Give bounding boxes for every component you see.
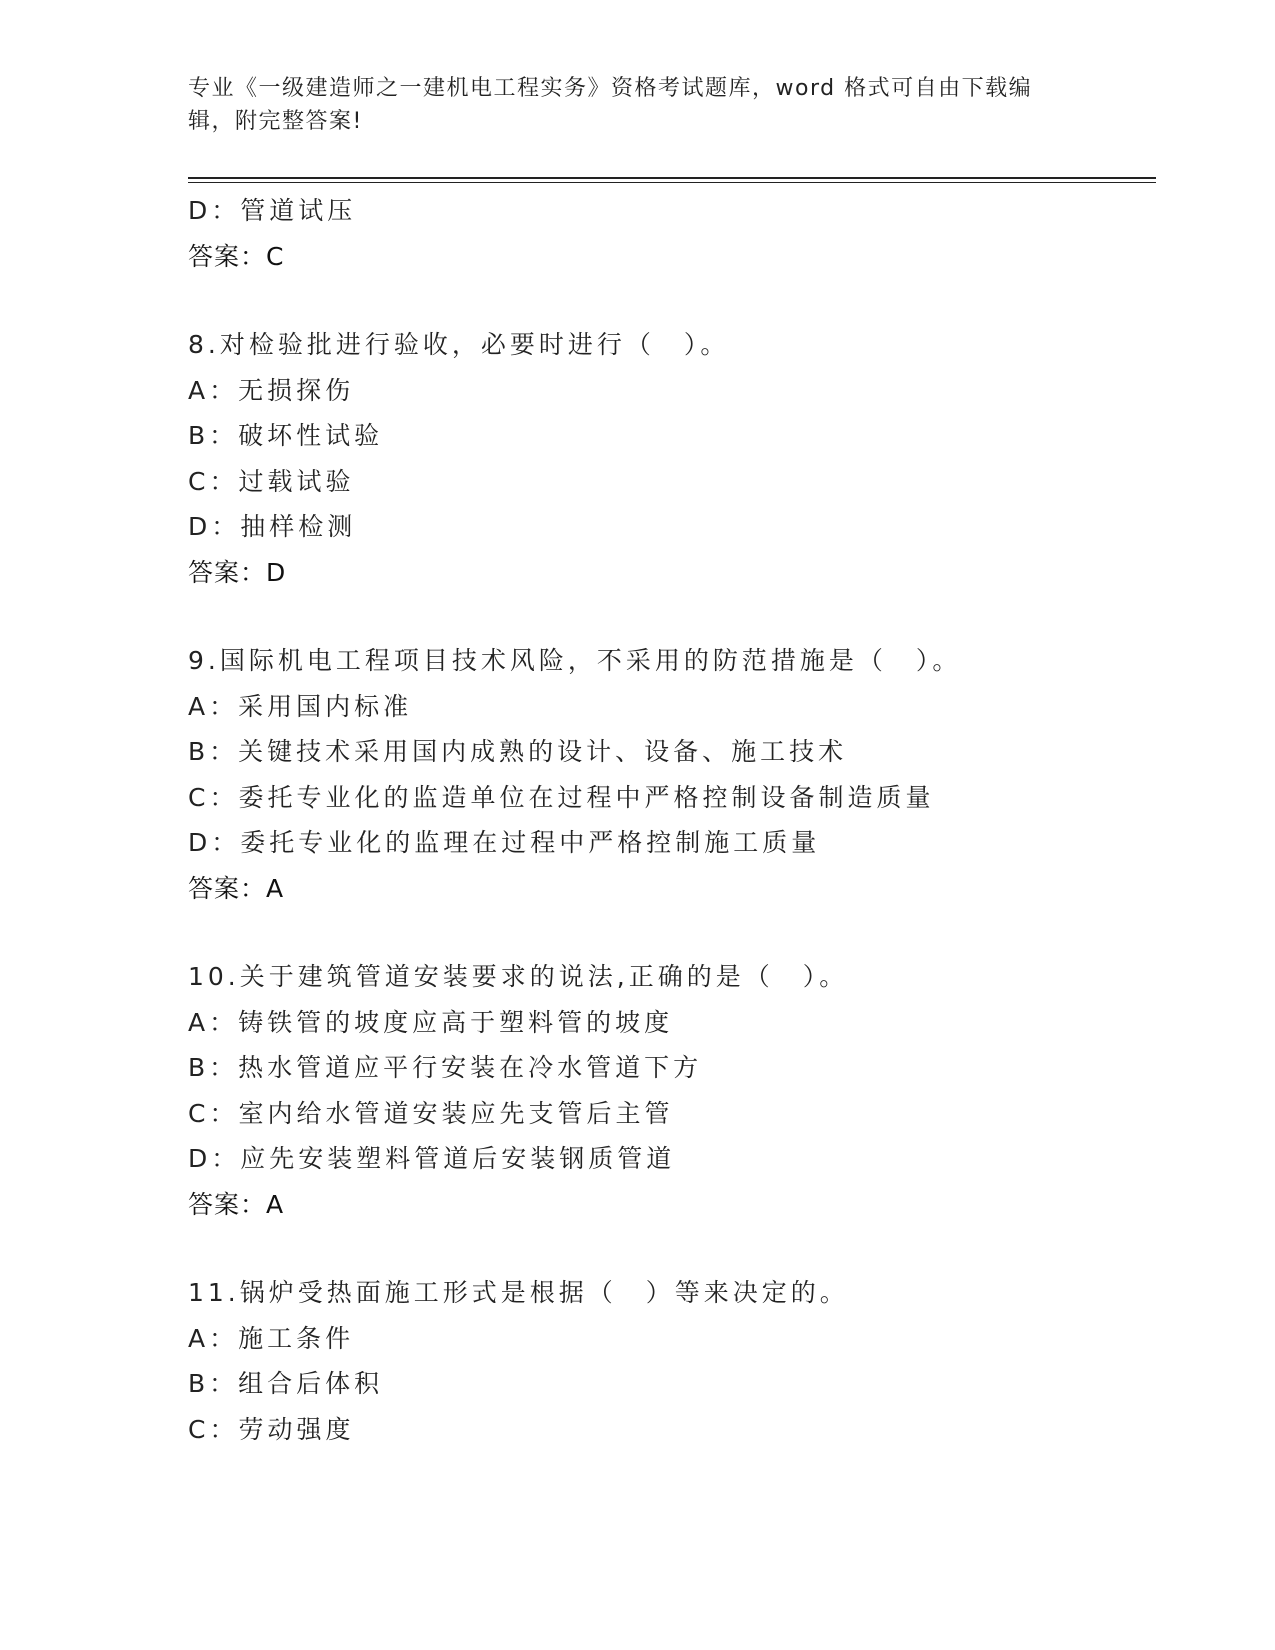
header-divider-thin (188, 182, 1156, 183)
option-c: C：劳动强度 (188, 1414, 355, 1444)
question-block-10 (188, 954, 1156, 1227)
option-a: A：无损探伤 (188, 375, 355, 405)
question-content (188, 188, 1156, 1452)
header-line-2: 辑，附完整答案! (188, 109, 363, 134)
header-line-1: 专业《一级建造师之一建机电工程实务》资格考试题库，word 格式可自由下载编 (188, 76, 1033, 101)
answer-line: 答案：D (188, 557, 287, 587)
option-b: B：热水管道应平行安装在冷水管道下方 (188, 1053, 703, 1082)
answer-line: 答案：C (188, 241, 285, 271)
option-d: D：抽样检测 (188, 512, 357, 541)
option-a: A：铸铁管的坡度应高于塑料管的坡度 (188, 1007, 674, 1037)
question-stem: 8.对检验批进行验收，必要时进行（ ）。 (188, 330, 730, 359)
option-d: D：管道试压 (188, 196, 357, 225)
spacer (188, 279, 1156, 322)
header-divider-thick (188, 177, 1156, 179)
option-a: A：施工条件 (188, 1323, 355, 1353)
spacer (188, 911, 1156, 954)
question-block-11 (188, 1270, 1156, 1452)
spacer (188, 595, 1156, 638)
spacer (188, 1227, 1156, 1270)
question-block-8 (188, 322, 1156, 595)
question-stem: 11.锅炉受热面施工形式是根据（ ）等来决定的。 (188, 1278, 849, 1307)
option-c: C：室内给水管道安装应先支管后主管 (188, 1098, 674, 1128)
option-c: C：委托专业化的监造单位在过程中严格控制设备制造质量 (188, 782, 935, 812)
question-stem: 10.关于建筑管道安装要求的说法,正确的是（ ）。 (188, 962, 849, 991)
option-d: D：委托专业化的监理在过程中严格控制施工质量 (188, 828, 821, 857)
question-block-9 (188, 638, 1156, 911)
document-header (188, 72, 1088, 138)
answer-line: 答案：A (188, 873, 285, 903)
option-b: B：组合后体积 (188, 1369, 384, 1398)
option-a: A：采用国内标准 (188, 691, 413, 721)
answer-line: 答案：A (188, 1189, 285, 1219)
option-d: D：应先安装塑料管道后安装钢质管道 (188, 1144, 676, 1173)
option-c: C：过载试验 (188, 466, 355, 496)
question-stem: 9.国际机电工程项目技术风险，不采用的防范措施是（ ）。 (188, 646, 962, 675)
option-b: B：破坏性试验 (188, 421, 384, 450)
option-b: B：关键技术采用国内成熟的设计、设备、施工技术 (188, 737, 848, 766)
